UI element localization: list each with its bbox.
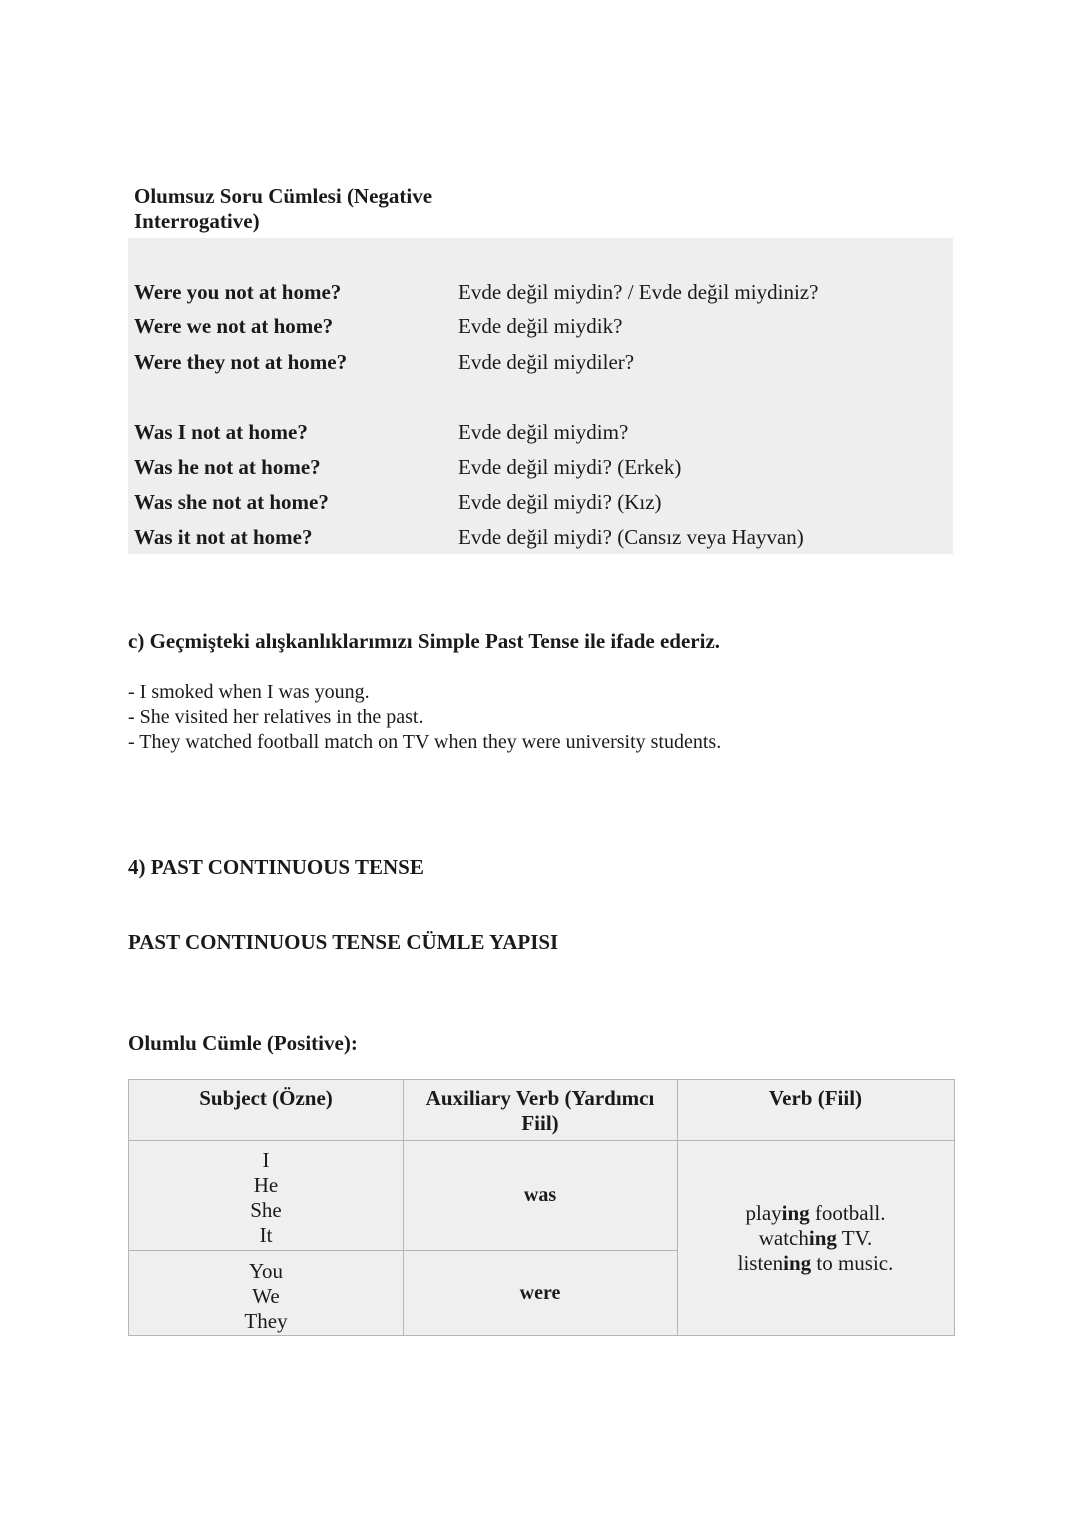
turkish-translation: Evde değil miydik? (458, 314, 623, 338)
table-row (128, 309, 953, 343)
list-item: She (250, 1198, 282, 1222)
list-item: watching TV. (758, 1225, 873, 1250)
list-item: - I smoked when I was young. (128, 681, 370, 703)
habits-heading: c) Geçmişteki alışkanlıklarımızı Simple Past Tense ile ifade ederiz. (128, 629, 721, 653)
header-auxiliary-verb: Auxiliary Verb (Yardımcı Fiil) (425, 1086, 655, 1135)
verb-examples (677, 1140, 954, 1336)
habits-example-list (128, 680, 721, 755)
english-question: Was he not at home? (134, 455, 321, 479)
turkish-translation: Evde değil miydi? (Cansız veya Hayvan) (458, 525, 804, 549)
header-subject: Subject (Özne) (199, 1086, 333, 1110)
table-row (128, 345, 953, 379)
english-question: Was she not at home? (134, 490, 329, 514)
turkish-translation: Evde değil miydin? / Evde değil miydiniz? (458, 280, 819, 304)
list-item: He (253, 1173, 279, 1197)
turkish-translation: Evde değil miydi? (Kız) (458, 490, 662, 514)
auxiliary-was: was (523, 1183, 557, 1206)
list-item: It (259, 1223, 273, 1247)
section-title: 4) PAST CONTINUOUS TENSE (128, 855, 424, 879)
list-item: We (252, 1283, 280, 1308)
turkish-translation: Evde değil miydiler? (458, 350, 635, 374)
header-verb: Verb (Fiil) (768, 1086, 863, 1110)
english-question: Was I not at home? (134, 420, 308, 444)
list-item: They (244, 1308, 288, 1333)
subject-group-plural (129, 1256, 403, 1336)
structure-title: PAST CONTINUOUS TENSE CÜMLE YAPISI (128, 930, 559, 954)
past-continuous-table (128, 1079, 955, 1336)
table-row (128, 520, 953, 554)
turkish-translation: Evde değil miydim? (458, 420, 629, 444)
negative-interrogative-table (128, 238, 953, 554)
english-question: Were they not at home? (134, 350, 348, 374)
list-item: listening to music. (737, 1250, 894, 1275)
turkish-translation: Evde değil miydi? (Erkek) (458, 455, 682, 479)
table-row (128, 450, 953, 484)
list-item: - She visited her relatives in the past. (128, 706, 424, 728)
table-row (128, 485, 953, 519)
negative-interrogative-heading: Olumsuz Soru Cümlesi (Negative Interrogative) (134, 184, 433, 233)
positive-title: Olumlu Cümle (Positive): (128, 1031, 358, 1055)
list-item: I (262, 1148, 270, 1172)
english-question: Was it not at home? (134, 525, 313, 549)
list-item: - They watched football match on TV when they were university students. (128, 731, 722, 753)
list-item: You (248, 1258, 284, 1283)
list-item: playing football. (745, 1200, 886, 1225)
english-question: Were you not at home? (134, 280, 342, 304)
english-question: Were we not at home? (134, 314, 334, 338)
table-row (128, 275, 953, 309)
auxiliary-were: were (519, 1281, 561, 1304)
subject-group-singular (129, 1146, 403, 1250)
table-row (128, 415, 953, 449)
